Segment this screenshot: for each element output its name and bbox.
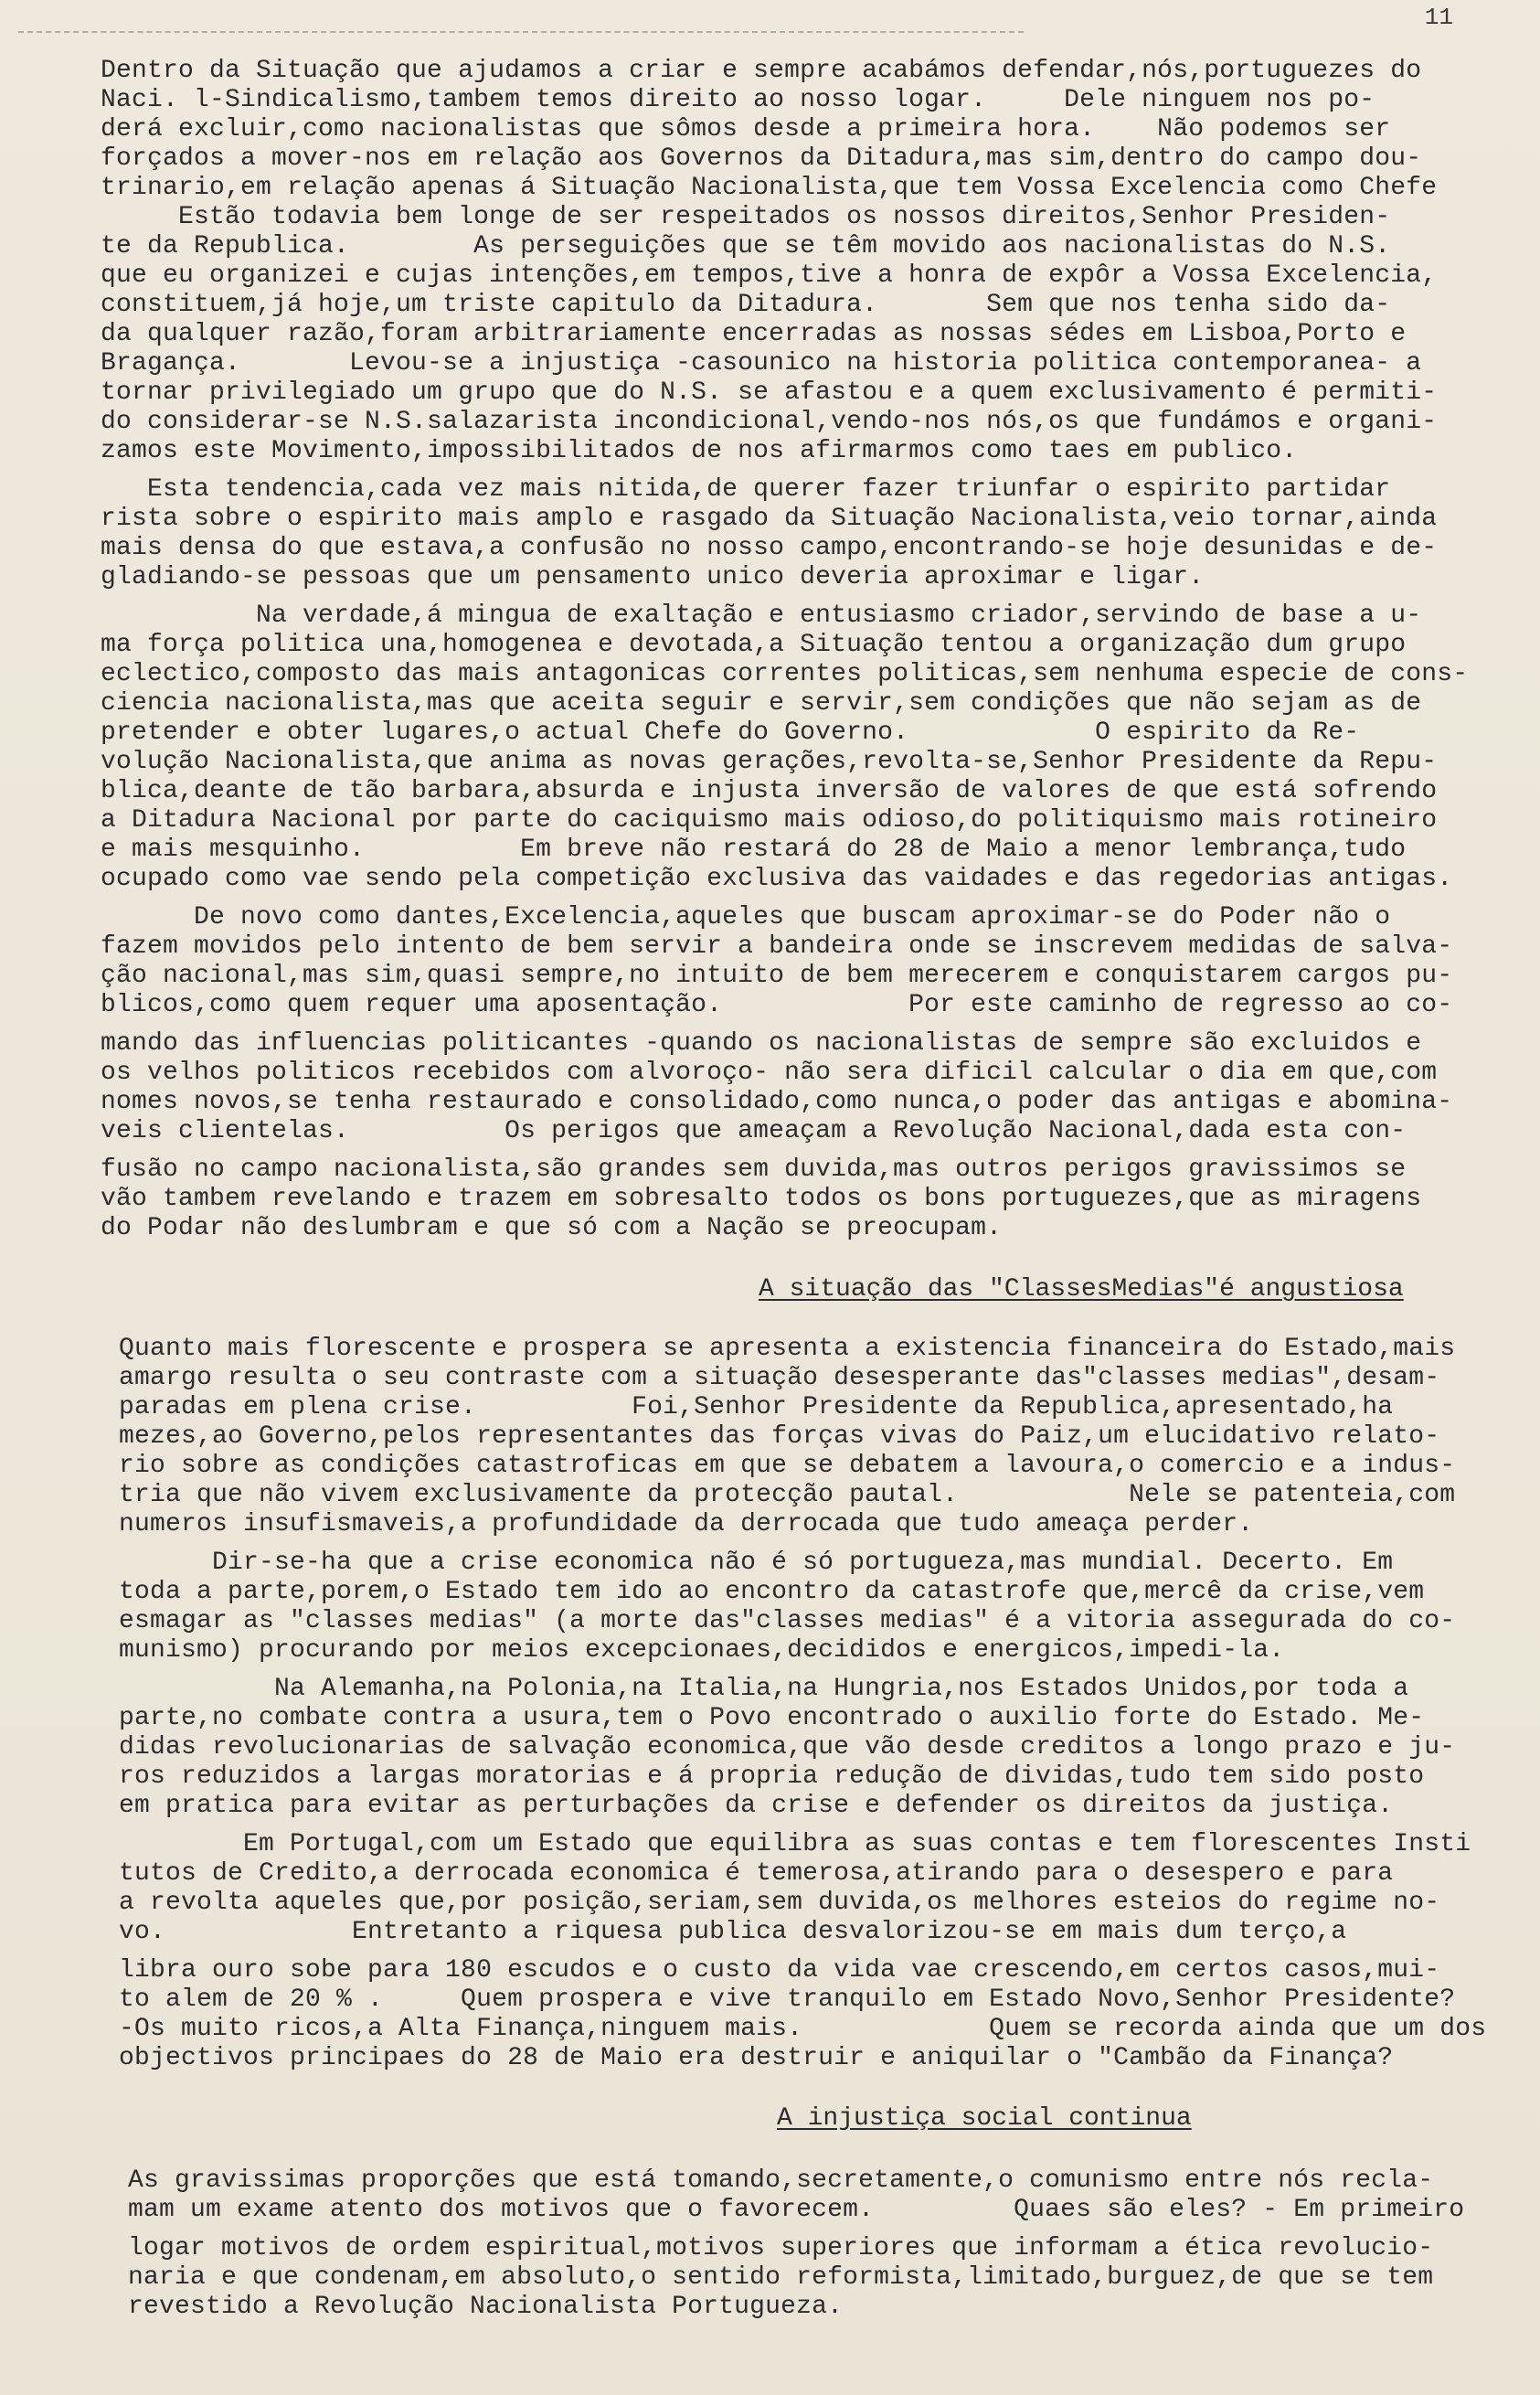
body-line: revestido a Revolução Nacionalista Portugueza. <box>128 2293 844 2321</box>
body-line: os velhos politicos recebidos com alvoroço- não sera dificil calcular o dia em que,com <box>101 1059 1438 1087</box>
body-line: libra ouro sobe para 180 escudos e o custo da vida vae crescendo,em certos casos,mui- <box>119 1956 1440 1985</box>
body-line: ciencia nacionalista,mas que aceita seguir e servir,sem condições que não sejam as de <box>101 689 1422 718</box>
body-line: tria que não vivem exclusivamente da protecção pautal. Nele se patenteia,com <box>119 1481 1456 1509</box>
body-line: blicos,como quem requer uma aposentação. Por este caminho de regresso ao co- <box>101 991 1453 1019</box>
body-line: Naci. l-Sindicalismo,tambem temos direito ao nosso logar. Dele ninguem nos po- <box>101 86 1375 114</box>
body-line: ros reduzidos a largas moratorias e á propria redução de dividas,tudo tem sido posto <box>119 1762 1425 1791</box>
body-line: volução Nacionalista,que anima as novas gerações,revolta-se,Senhor Presidente da Repu- <box>101 748 1438 776</box>
body-line: pretender e obter lugares,o actual Chefe do Governo. O espirito da Re- <box>101 718 1360 747</box>
body-line: naria e que condenam,em absoluto,o sentido reformista,limitado,burguez,de que se tem <box>128 2263 1434 2292</box>
body-line: a Ditadura Nacional por parte do caciquismo mais odioso,do politiquismo mais rotineiro <box>101 806 1438 835</box>
body-line: Estão todavia bem longe de ser respeitados os nossos direitos,Senhor Presiden- <box>101 203 1391 231</box>
body-line: De novo como dantes,Excelencia,aqueles que buscam aproximar-se do Poder não o <box>101 903 1391 931</box>
body-line: do Podar não deslumbram e que só com a Nação se preocupam. <box>101 1214 1003 1242</box>
body-line: didas revolucionarias de salvação economica,que vão desde creditos a longo prazo e ju- <box>119 1733 1456 1762</box>
body-line: do considerar-se N.S.salazarista incondicional,vendo-nos nós,os que fundámos e organi- <box>101 408 1438 436</box>
body-line: ma força politica una,homogenea e devotada,a Situação tentou a organização dum grupo <box>101 631 1407 659</box>
body-line: Esta tendencia,cada vez mais nitida,de querer fazer triunfar o espirito partidar <box>101 475 1391 504</box>
body-line: Bragança. Levou-se a injustiça -casounico na historia politica contemporanea- a <box>101 349 1422 378</box>
body-line: Dir-se-ha que a crise economica não é só portugueza,mas mundial. Decerto. Em <box>119 1549 1394 1577</box>
body-line: Quanto mais florescente e prospera se apresenta a existencia financeira do Estado,mais <box>119 1335 1456 1363</box>
body-line: constituem,já hoje,um triste capitulo da Ditadura. Sem que nos tenha sido da- <box>101 291 1391 319</box>
body-line: ocupado como vae sendo pela competição exclusiva das vaidades e das regedorias antigas. <box>101 865 1453 893</box>
body-line: gladiando-se pessoas que um pensamento unico deveria aproximar e ligar. <box>101 563 1205 591</box>
body-line: vo. Entretanto a riquesa publica desvalorizou-se em mais dum terço,a <box>119 1918 1347 1946</box>
body-line: ção nacional,mas sim,quasi sempre,no intuito de bem merecerem e conquistarem cargos pu- <box>101 962 1453 990</box>
body-line: da qualquer razão,foram arbitrariamente encerradas as nossas sédes em Lisboa,Porto e <box>101 320 1407 348</box>
body-line: paradas em plena crise. Foi,Senhor Presidente da Republica,apresentado,ha <box>119 1393 1394 1421</box>
body-line: parte,no combate contra a usura,tem o Povo encontrado o auxilio forte do Estado. Me- <box>119 1704 1425 1732</box>
body-line: amargo resulta o seu contraste com a situação desesperante das"classes medias",desam- <box>119 1364 1440 1392</box>
body-line: rio sobre as condições catastroficas em que se debatem a lavoura,o comercio e a indus- <box>119 1452 1456 1480</box>
body-line: mando das influencias politicantes -quando os nacionalistas de sempre são excluidos e <box>101 1029 1422 1058</box>
body-line: mezes,ao Governo,pelos representantes das forças vivas do Paiz,um elucidativo relato- <box>119 1422 1440 1451</box>
body-line: Na Alemanha,na Polonia,na Italia,na Hungria,nos Estados Unidos,por toda a <box>119 1675 1409 1703</box>
body-line: nomes novos,se tenha restaurado e consolidado,como nunca,o poder das antigas e abomina- <box>101 1088 1453 1116</box>
body-line: Em Portugal,com um Estado que equilibra as suas contas e tem florescentes Insti <box>119 1830 1471 1858</box>
body-line: forçados a mover-nos em relação aos Governos da Ditadura,mas sim,dentro do campo dou- <box>101 144 1422 173</box>
body-line: em pratica para evitar as perturbações da crise e defender os direitos da justiça. <box>119 1792 1394 1820</box>
body-line: trinario,em relação apenas á Situação Nacionalista,que tem Vossa Excelencia como Chefe <box>101 174 1438 202</box>
body-line: logar motivos de ordem espiritual,motivos superiores que informam a ética revolucio- <box>128 2234 1434 2262</box>
body-line: numeros insufismaveis,a profundidade da derrocada que tudo ameaça perder. <box>119 1510 1254 1538</box>
body-line: As gravissimas proporções que está tomando,secretamente,o comunismo entre nós recla- <box>128 2166 1434 2195</box>
page-number: 11 <box>1424 4 1453 31</box>
body-line: -Os muito ricos,a Alta Finança,ninguem mais. Quem se recorda ainda que um dos <box>119 2015 1487 2043</box>
body-line: e mais mesquinho. Em breve não restará do 28 de Maio a menor lembrança,tudo <box>101 836 1407 864</box>
section-heading: A situação das "ClassesMedias"é angustiosa <box>759 1275 1404 1304</box>
body-line: blica,deante de tão barbara,absurda e injusta inversão de valores de que está sofrendo <box>101 777 1438 805</box>
body-line: rista sobre o espirito mais amplo e rasgado da Situação Nacionalista,veio tornar,ainda <box>101 505 1438 533</box>
section-heading: A injustiça social continua <box>777 2104 1192 2133</box>
body-line: que eu organizei e cujas intenções,em tempos,tive a honra de expôr a Vossa Excelencia, <box>101 261 1438 290</box>
body-line: te da Republica. As perseguições que se têm movido aos nacionalistas do N.S. <box>101 232 1391 261</box>
body-line: esmagar as "classes medias" (a morte das"classes medias" é a vitoria assegurada do co- <box>119 1607 1456 1635</box>
body-line: fazem movidos pelo intento de bem servir a bandeira onde se inscrevem medidas de salva- <box>101 932 1453 961</box>
body-line: Na verdade,á mingua de exaltação e entusiasmo criador,servindo de base a u- <box>101 601 1422 630</box>
body-line: tornar privilegiado um grupo que do N.S. se afastou e a quem exclusivamento é permiti- <box>101 378 1438 407</box>
body-line: Dentro da Situação que ajudamos a criar e sempre acabámos defendar,nós,portuguezes do <box>101 57 1422 85</box>
body-line: objectivos principaes do 28 de Maio era destruir e aniquilar o "Cambão da Finança? <box>119 2044 1394 2072</box>
body-line: mam um exame atento dos motivos que o favorecem. Quaes são eles? - Em primeiro <box>128 2196 1465 2224</box>
handwritten-scribble <box>18 31 1024 35</box>
body-line: toda a parte,porem,o Estado tem ido ao encontro da catastrofe que,mercê da crise,vem <box>119 1578 1425 1606</box>
body-line: fusão no campo nacionalista,são grandes sem duvida,mas outros perigos gravissimos se <box>101 1155 1407 1184</box>
body-line: tutos de Credito,a derrocada economica é temerosa,atirando para o desespero e para <box>119 1859 1394 1888</box>
body-line: eclectico,composto das mais antagonicas correntes politicas,sem nenhuma especie de cons- <box>101 660 1469 688</box>
body-line: vão tambem revelando e trazem em sobresalto todos os bons portuguezes,que as miragens <box>101 1185 1422 1213</box>
body-line: veis clientelas. Os perigos que ameaçam a Revolução Nacional,dada esta con- <box>101 1117 1407 1145</box>
body-line: a revolta aqueles que,por posição,seriam,sem duvida,os melhores esteios do regime no- <box>119 1889 1440 1917</box>
body-line: zamos este Movimento,impossibilitados de nos afirmarmos como taes em publico. <box>101 437 1298 465</box>
body-line: munismo) procurando por meios excepcionaes,decididos e energicos,impedi-la. <box>119 1636 1285 1665</box>
body-line: derá excluir,como nacionalistas que sômos desde a primeira hora. Não podemos ser <box>101 115 1391 144</box>
body-line: to alem de 20 % . Quem prospera e vive tranquilo em Estado Novo,Senhor Presidente? <box>119 1985 1456 2014</box>
body-line: mais densa do que estava,a confusão no nosso campo,encontrando-se hoje desunidas e de- <box>101 534 1438 562</box>
